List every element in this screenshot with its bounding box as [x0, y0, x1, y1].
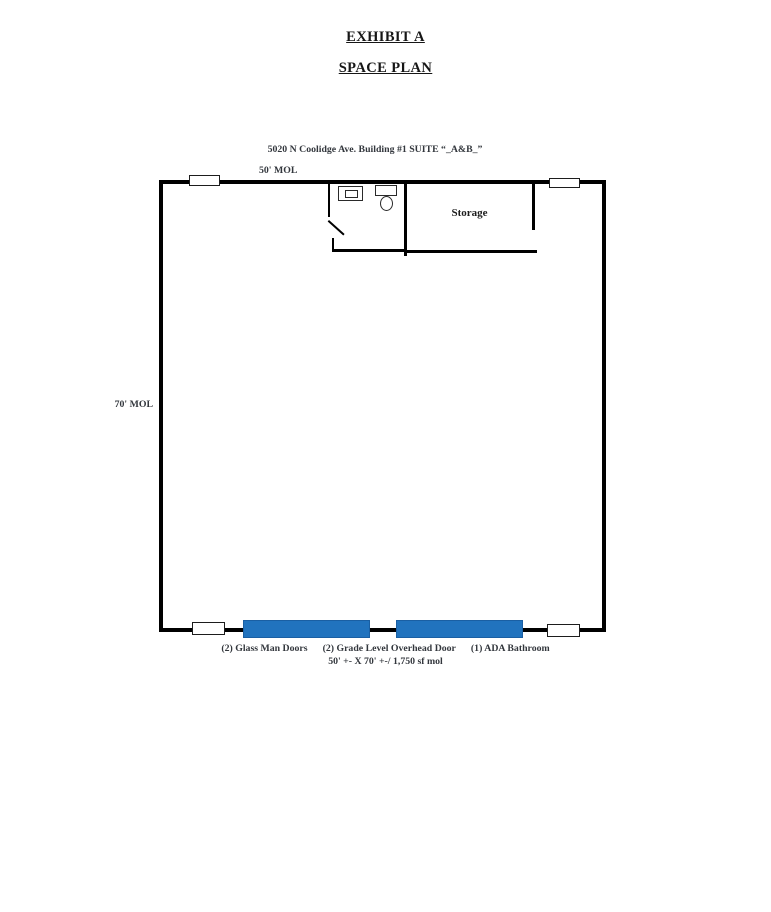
- toilet-tank-icon: [375, 185, 397, 196]
- wall-marker-bottom-left: [192, 622, 225, 635]
- bathroom-storage-divider-wall: [404, 183, 407, 256]
- wall-marker-bottom-right: [547, 624, 580, 637]
- storage-room-label: Storage: [451, 207, 488, 219]
- legend-glass-man-doors: (2) Glass Man Doors: [221, 643, 308, 654]
- width-dimension-label: 50' MOL: [259, 165, 298, 176]
- toilet-bowl-icon: [380, 196, 393, 211]
- overhead-door-left: [243, 620, 370, 638]
- legend-overhead-door: (2) Grade Level Overhead Door: [322, 643, 456, 654]
- bathroom-left-wall: [328, 184, 330, 217]
- bathroom-bottom-wall: [332, 249, 407, 252]
- height-dimension-label: 70' MOL: [114, 399, 153, 410]
- overhead-door-right: [396, 620, 523, 638]
- legend-dimensions: 50' +- X 70' +-/ 1,750 sf mol: [328, 656, 443, 667]
- wall-marker-top-right: [549, 178, 580, 188]
- storage-bottom-wall: [404, 250, 537, 253]
- space-plan-title: SPACE PLAN: [338, 60, 433, 76]
- legend-ada-bathroom: (1) ADA Bathroom: [470, 643, 550, 654]
- building-address: 5020 N Coolidge Ave. Building #1 SUITE “_A&B_”: [267, 144, 483, 155]
- wall-marker-top-left: [189, 175, 220, 186]
- floor-plan-outline: [159, 180, 606, 632]
- exhibit-title: EXHIBIT A: [346, 29, 425, 45]
- sink-basin-icon: [345, 190, 358, 198]
- legend-row: [0, 643, 771, 654]
